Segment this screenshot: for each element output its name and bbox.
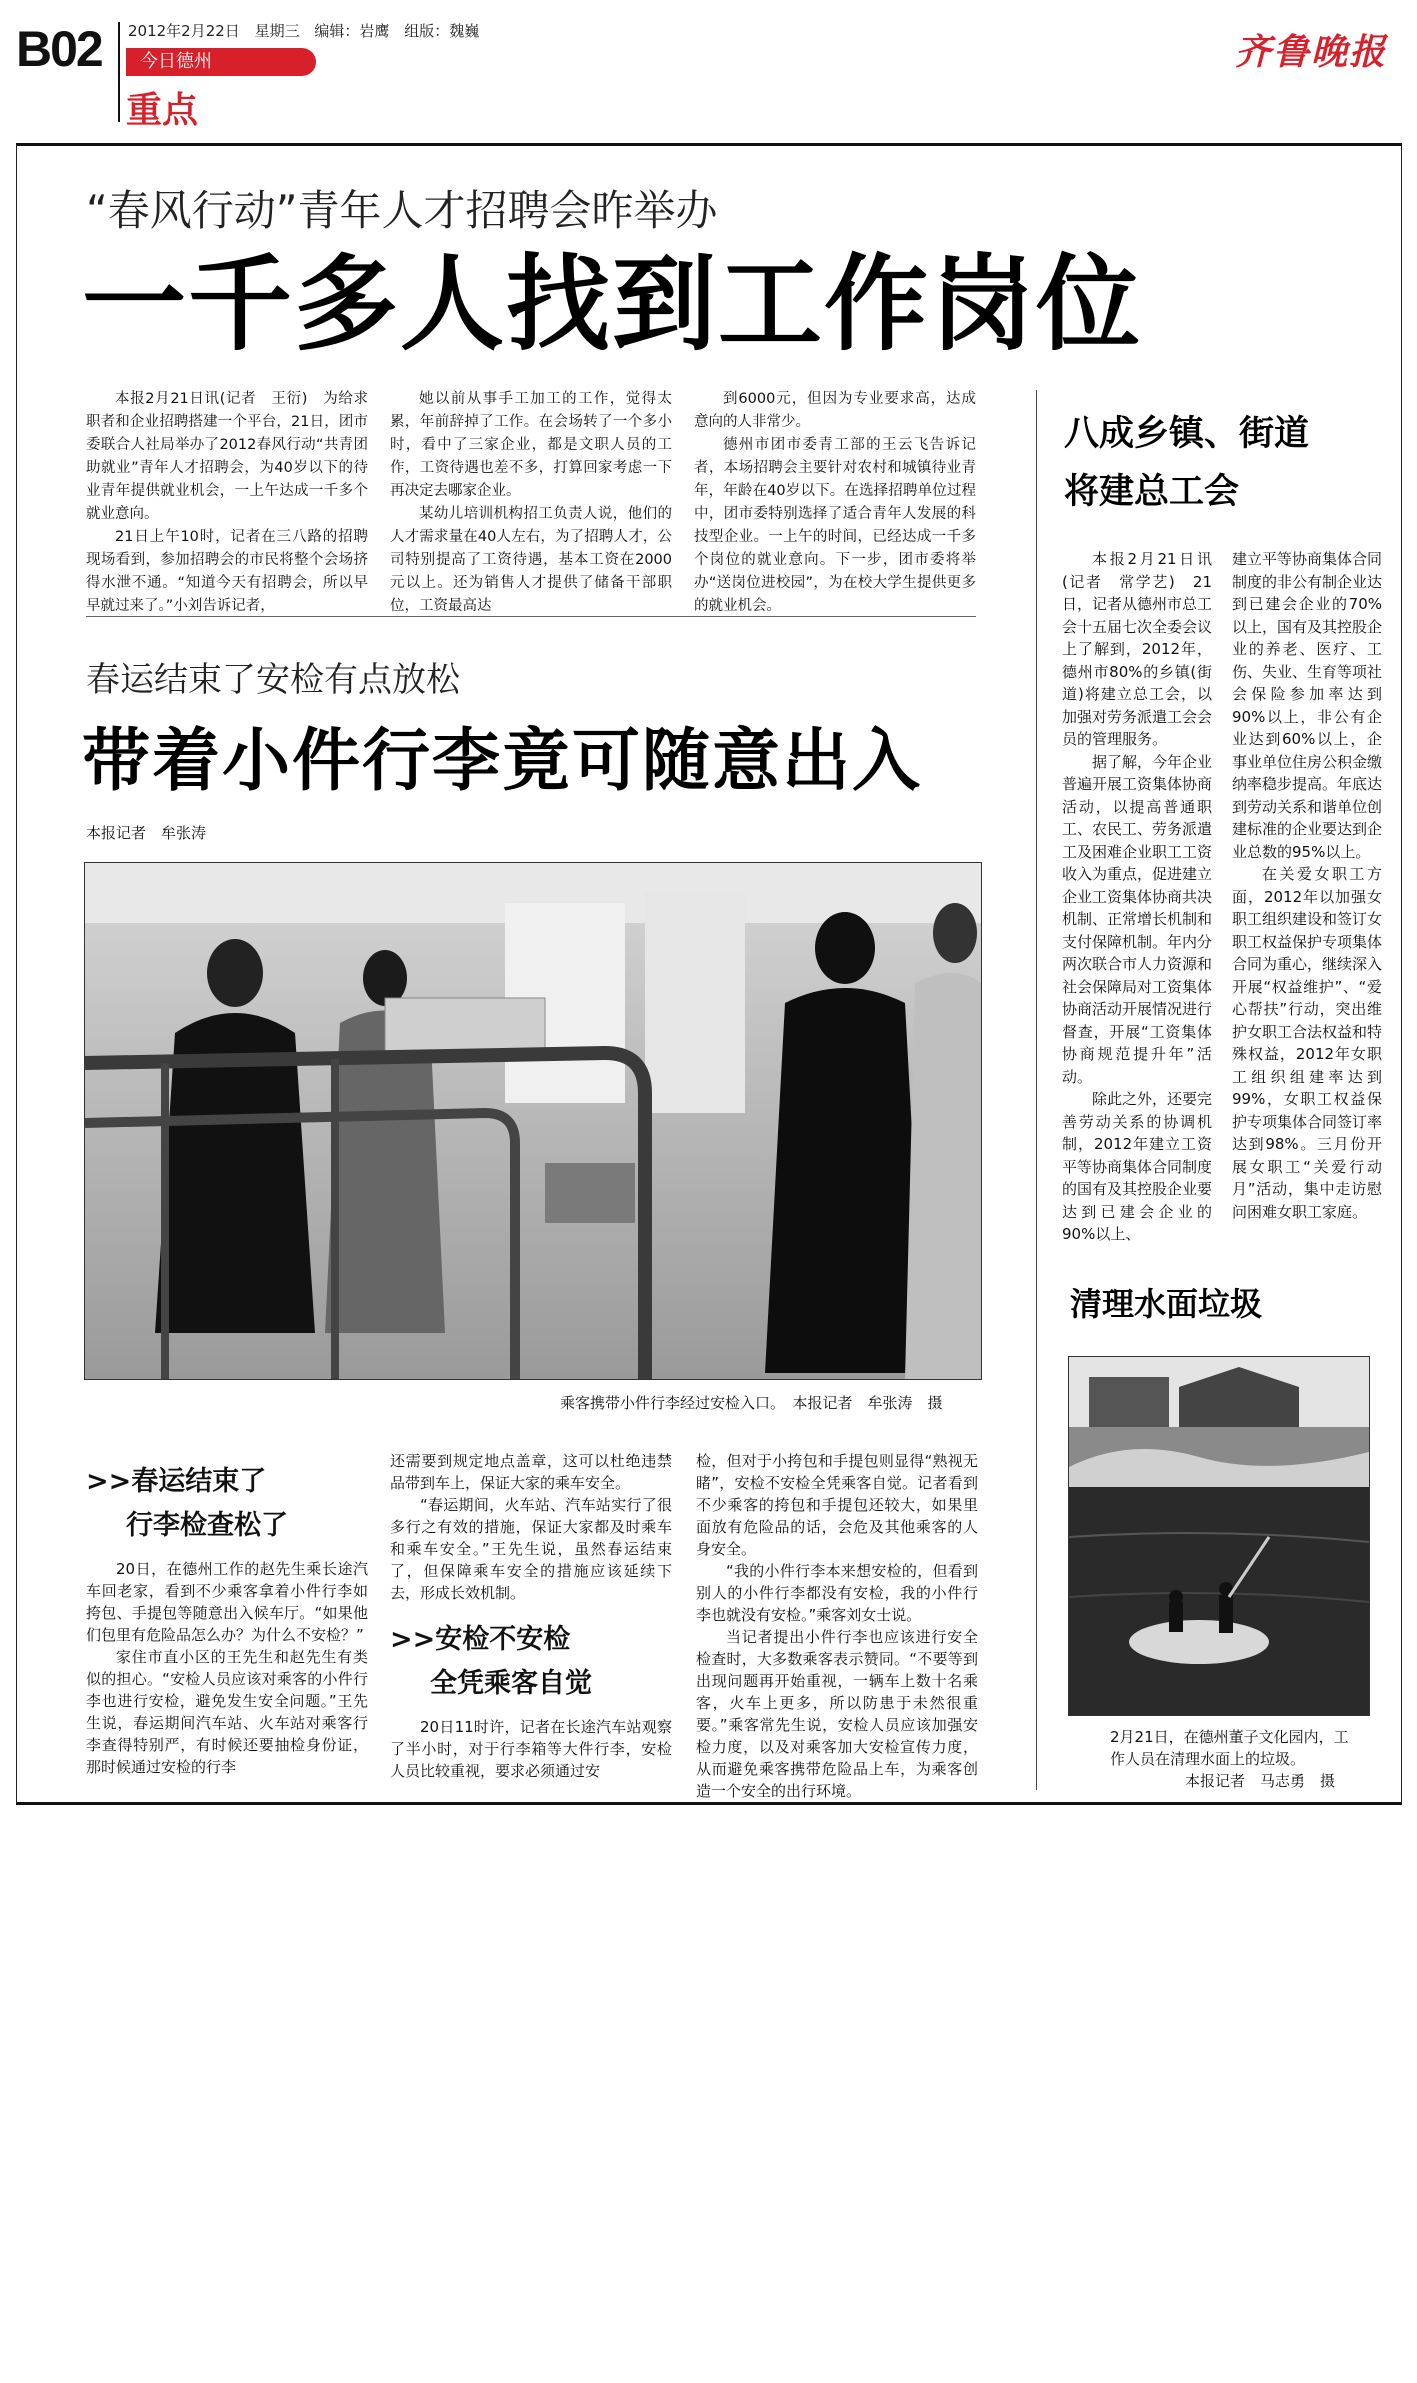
- subhead-2-line2: 全凭乘客自觉: [430, 1668, 592, 1699]
- newspaper-logo: 齐鲁晚报: [1234, 31, 1387, 73]
- subhead-1-line2: 行李检查松了: [126, 1510, 288, 1541]
- station-photo-caption: 乘客携带小件行李经过安检入口。 本报记者 牟张涛 摄: [560, 1394, 943, 1412]
- side1-headline-line1: 八成乡镇、街道: [1064, 414, 1310, 454]
- issue-date: 2012年2月22日: [128, 22, 240, 40]
- photo-credit: 本报记者 马志勇 摄: [1185, 1772, 1336, 1790]
- page-number: B02: [16, 21, 102, 77]
- article2-col3: [696, 1450, 978, 1802]
- header-divider: [118, 22, 120, 122]
- paragraph: 她以前从事手工加工的工作，觉得太累，年前辞掉了工作。在会场转了一个多小时，看中了三家企业，都是文职人员的工作，工资待遇也差不多，打算回家考虑一下再决定去哪家企业。: [390, 391, 672, 499]
- paragraph: 20日，在德州工作的赵先生乘长途汽车回老家，看到不少乘客拿着小件行李如挎包、手提包等随意出入候车厅。“如果他们包里有危险品怎么办？为什么不安检？”: [86, 1560, 368, 1644]
- paragraph: “春运期间，火车站、汽车站实行了很多行之有效的措施，保证大家都及时乘车和乘车安全。”王先生说，虽然春运结束了，但保障乘车安全的措施应该延续下去，形成长效机制。: [390, 1496, 672, 1602]
- paragraph: “我的小件行李本来想安检的，但看到别人的小件行李都没有安检，我的小件行李也就没有安检。”乘客刘女士说。: [696, 1562, 978, 1624]
- paragraph: 还需要到规定地点盖章，这可以杜绝违禁品带到车上，保证大家的乘车安全。: [390, 1452, 672, 1492]
- paragraph: 建立平等协商集体合同制度的非公有制企业达到已建会企业的70%以上，国有及其控股企业的养老、医疗、工伤、失业、生育等项社会保险参加率达到90%以上，非公有企业达到60%以上，企事业单位住房公积金缴纳率稳步提高。年底达到劳动关系和谐单位创建标准的企业要达到企业总数的95%以上。: [1232, 550, 1383, 861]
- side1-headline-line2: 将建总工会: [1064, 472, 1240, 512]
- article2-headline: 带着小件行李竟可随意出入: [82, 721, 923, 801]
- paragraph: 21日上午10时，记者在三八路的招聘现场看到，参加招聘会的市民将整个会场挤得水泄不通。“知道今天有招聘会，所以早早就过来了。”小刘告诉记者，: [86, 529, 368, 614]
- section-tab: 今日德州: [126, 48, 316, 76]
- caption-line: 作人员在清理水面上的垃圾。: [1110, 1750, 1306, 1768]
- paragraph: 本报2月21日讯(记者 王衍) 为给求职者和企业招聘搭建一个平台，21日，团市委联合人社局举办了2012春风行动“共青团助就业”青年人才招聘会，为40岁以下的待业青年提供就业机会，一上午达成一千多个就业意向。: [86, 391, 368, 522]
- water-photo-illustration: [1069, 1357, 1369, 1715]
- caption-line: 2月21日，在德州董子文化园内，工: [1110, 1728, 1349, 1746]
- side1-col1: [1062, 548, 1212, 1246]
- layout-credit: 组版：魏巍: [404, 22, 480, 40]
- paragraph: 某幼儿培训机构招工负责人说，他们的人才需求量在40人左右，为了招聘人才，公司特别提高了工资待遇，基本工资在2000元以上。还为销售人才提供了储备干部职位，工资最高达: [390, 506, 672, 614]
- article2-col2: [390, 1450, 672, 1782]
- weekday: 星期三: [254, 22, 300, 40]
- article1-col3: [694, 388, 976, 612]
- article1-headline: 一千多人找到工作岗位: [82, 242, 1143, 365]
- paragraph: 检，但对于小挎包和手提包则显得“熟视无睹”，安检不安检全凭乘客自觉。记者看到不少乘客的挎包和手提包还较大，如果里面放有危险品的话，会危及其他乘客的人身安全。: [696, 1452, 978, 1558]
- paragraph: 本报2月21日讯(记者 常学艺) 21日，记者从德州市总工会十五届七次全委会议上了解到，2012年，德州市80%的乡镇(街道)将建立总工会，以加强对劳务派遣工会会员的管理服务。: [1062, 550, 1213, 748]
- sidebar-divider: [1036, 390, 1037, 1790]
- water-photo-caption: [1110, 1726, 1349, 1792]
- station-photo-illustration: [85, 863, 981, 1379]
- article1-body: [86, 388, 976, 612]
- section-title: 重点: [126, 90, 199, 131]
- editor: 编辑：岩鹰: [314, 22, 390, 40]
- article1-col1: [86, 388, 368, 612]
- paragraph: 20日11时许，记者在长途汽车站观察了半小时，对于行李箱等大件行李，安检人员比较重视，要求必须通过安: [390, 1718, 672, 1780]
- header-meta: [128, 20, 489, 41]
- water-cleanup-photo: [1068, 1356, 1370, 1716]
- paragraph: 除此之外，还要完善劳动关系的协调机制，2012年建立工资平等协商集体合同制度的国有及其控股企业要达到已建会企业的90%以上、: [1062, 1090, 1213, 1243]
- paragraph: 在关爱女职工方面，2012年以加强女职工组织建设和签订女职工权益保护专项集体合同为重心，继续深入开展“权益维护”、“爱心帮扶”行动，突出维护女职工合法权益和特殊权益，2012年女职工组织组建率达到99%，女职工权益保护专项集体合同签订率达到98%。三月份开展女职工“关爱行动月”活动，集中走访慰问困难女职工家庭。: [1232, 865, 1383, 1221]
- station-security-photo: [84, 862, 982, 1380]
- article1-kicker: “春风行动”青年人才招聘会昨举办: [86, 186, 718, 235]
- paragraph: 据了解，今年企业普遍开展工资集体协商活动，以提高普通职工、农民工、劳务派遣工及困难企业职工工资收入为重点，促进建立企业工资集体协商共决机制、正常增长机制和支付保障机制。年内分两次联合市人力资源和社会保障局对工资集体协商活动开展情况进行督查，开展“工资集体协商规范提升年”活动。: [1062, 752, 1213, 1086]
- article2-kicker: 春运结束了安检有点放松: [86, 660, 460, 700]
- subhead-2-line1: >>安检不安检: [390, 1624, 571, 1655]
- paragraph: 当记者提出小件行李也应该进行安全检查时，大多数乘客表示赞同。“不要等到出现问题再开始重视，一辆车上数十名乘客，火车上更多，所以防患于未然很重要。”乘客常先生说，安检人员应该加强安检力度，以及对乘客加大安检宣传力度，从而避免乘客携带危险品上车，为乘客创造一个安全的出行环境。: [696, 1628, 978, 1800]
- article-divider: [86, 616, 976, 617]
- paragraph: 德州市团市委青工部的王云飞告诉记者，本场招聘会主要针对农村和城镇待业青年，年龄在40岁以下。在选择招聘单位过程中，团市委特别选择了适合青年人发展的科技型企业。一上午的时间，已经达成一千多个岗位的就业意向。下一步，团市委将举办“送岗位进校园”，为在校大学生提供更多的就业机会。: [694, 437, 976, 614]
- side1-col2: [1232, 548, 1382, 1223]
- article2-byline: 本报记者 牟张涛: [86, 824, 207, 842]
- side2-headline: 清理水面垃圾: [1070, 1285, 1263, 1323]
- article2-col1: [86, 1460, 368, 1778]
- paragraph: 家住市直小区的王先生和赵先生有类似的担心。“安检人员应该对乘客的小件行李也进行安检，避免发生安全问题。”王先生说，春运期间汽车站、火车站对乘客行李查得特别严，有时候还要抽检身份证，那时候通过安检的行李: [86, 1648, 368, 1776]
- subhead-1-line1: >>春运结束了: [86, 1466, 267, 1497]
- article1-col2: [390, 388, 672, 612]
- paragraph: 到6000元，但因为专业要求高，达成意向的人非常少。: [694, 391, 976, 430]
